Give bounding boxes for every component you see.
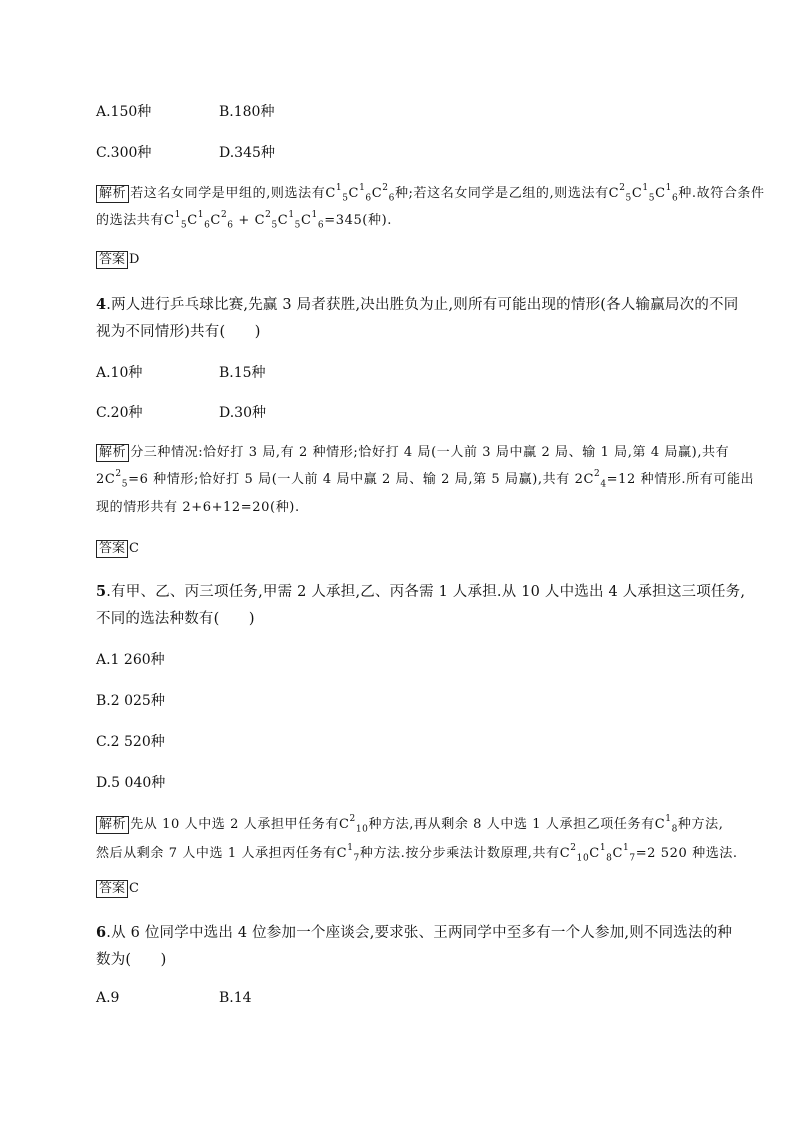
combination-expression: $C^2_{10}$ — [338, 813, 369, 835]
q5-option-c: C.2 520种 — [96, 734, 165, 750]
q4-stem-line1: 4.两人进行乒乓球比赛,先赢 3 局者获胜,决出胜负为止,则所有可能出现的情形(各人输赢局次的不同 — [96, 296, 739, 313]
combination-expression: $C^2_5C^1_5C^1_6$ — [254, 209, 325, 231]
question-number: 4 — [96, 296, 107, 313]
q6-stem-line1: 6.从 6 位同学中选出 4 位参加一个座谈会,要求张、王两同学中至多有一个人参加,则不同选法的种 — [96, 924, 733, 941]
combination-expression: $C^2_{10}C^1_8C^1_7$ — [559, 842, 636, 864]
answer-tag: 答案 — [96, 540, 128, 558]
answer-tag: 答案 — [96, 251, 128, 269]
answer-value: D — [129, 252, 140, 267]
q3-option-c: C.300种 — [96, 145, 152, 161]
q5-stem-line1: 5.有甲、乙、丙三项任务,甲需 2 人承担,乙、丙各需 1 人承担.从 10 人中选出 4 人承担这三项任务, — [96, 583, 746, 600]
q5-stem-line2: 不同的选法种数有( ) — [96, 611, 255, 627]
q5-answer — [96, 880, 139, 898]
q4-solution-line2: $2C^2_5=6$ 种情形;恰好打 5 局(一人前 4 局中赢 2 局、输 2 局,第 5 局赢),共有 $2C^2_4=12$ 种情形.所有可能出 — [96, 468, 755, 490]
answer-tag: 答案 — [96, 880, 128, 898]
combination-expression: $C^2_5$ — [104, 468, 129, 490]
question-number: 5 — [96, 583, 107, 600]
q3-option-d: D.345种 — [219, 145, 275, 161]
q5-solution-line1: 解析 先从 10 人中选 2 人承担甲任务有$C^2_{10}$种方法,再从剩余 8 人中选 1 人承担乙项任务有$C^1_8$种方法, — [96, 813, 723, 835]
q4-option-b: B.15种 — [219, 365, 266, 381]
q4-option-d: D.30种 — [219, 405, 266, 421]
combination-expression: $C^2_5C^1_5C^1_6$ — [608, 182, 679, 204]
combination-expression: $C^1_8$ — [654, 813, 678, 835]
solution-tag: 解析 — [96, 444, 129, 462]
q6-stem-line2: 数为( ) — [96, 952, 167, 968]
q6-option-a: A.9 — [96, 990, 120, 1006]
q5-option-a: A.1 260种 — [96, 652, 165, 668]
combination-expression: $C^2_4$ — [583, 468, 607, 490]
answer-value: C — [129, 881, 139, 896]
q4-solution-line3: 现的情形共有 2+6+12=20(种). — [96, 500, 300, 515]
q4-answer — [96, 540, 139, 558]
q3-option-b: B.180种 — [219, 104, 275, 120]
combination-expression: $C^1_5C^1_6C^2_6$ — [325, 182, 395, 204]
q6-option-b: B.14 — [219, 990, 252, 1006]
q3-solution-line1: 解析 若这名女同学是甲组的,则选法有$C^1_5C^1_6C^2_6$种;若这名女同学是乙组的,则选法有$C^2_5C^1_5C^1_6$种.故符合条件 — [96, 182, 765, 204]
q3-answer — [96, 251, 139, 269]
answer-value: C — [129, 541, 139, 556]
q4-stem-line2: 视为不同情形)共有( ) — [96, 324, 261, 340]
q3-option-a: A.150种 — [96, 104, 152, 120]
q4-option-a: A.10种 — [96, 365, 143, 381]
combination-expression: $C^1_7$ — [336, 842, 360, 864]
q5-solution-line2: 然后从剩余 7 人中选 1 人承担丙任务有$C^1_7$种方法.按分步乘法计数原理,共有$C^2_{10}C^1_8C^1_7=2$ 520 种选法. — [96, 842, 738, 864]
question-number: 6 — [96, 924, 107, 941]
q4-option-c: C.20种 — [96, 405, 143, 421]
q5-option-b: B.2 025种 — [96, 693, 165, 709]
combination-expression: $C^1_5C^1_6C^2_6$ — [164, 209, 234, 231]
q5-option-d: D.5 040种 — [96, 775, 166, 791]
q3-solution-line2: 的选法共有$C^1_5C^1_6C^2_6 + C^2_5C^1_5C^1_6=345$(种). — [96, 209, 392, 231]
q4-solution-line1: 解析 分三种情况:恰好打 3 局,有 2 种情形;恰好打 4 局(一人前 3 局中赢 2 局、输 1 局,第 4 局赢),共有 — [96, 441, 729, 462]
solution-tag: 解析 — [96, 816, 129, 834]
solution-tag: 解析 — [96, 185, 129, 203]
